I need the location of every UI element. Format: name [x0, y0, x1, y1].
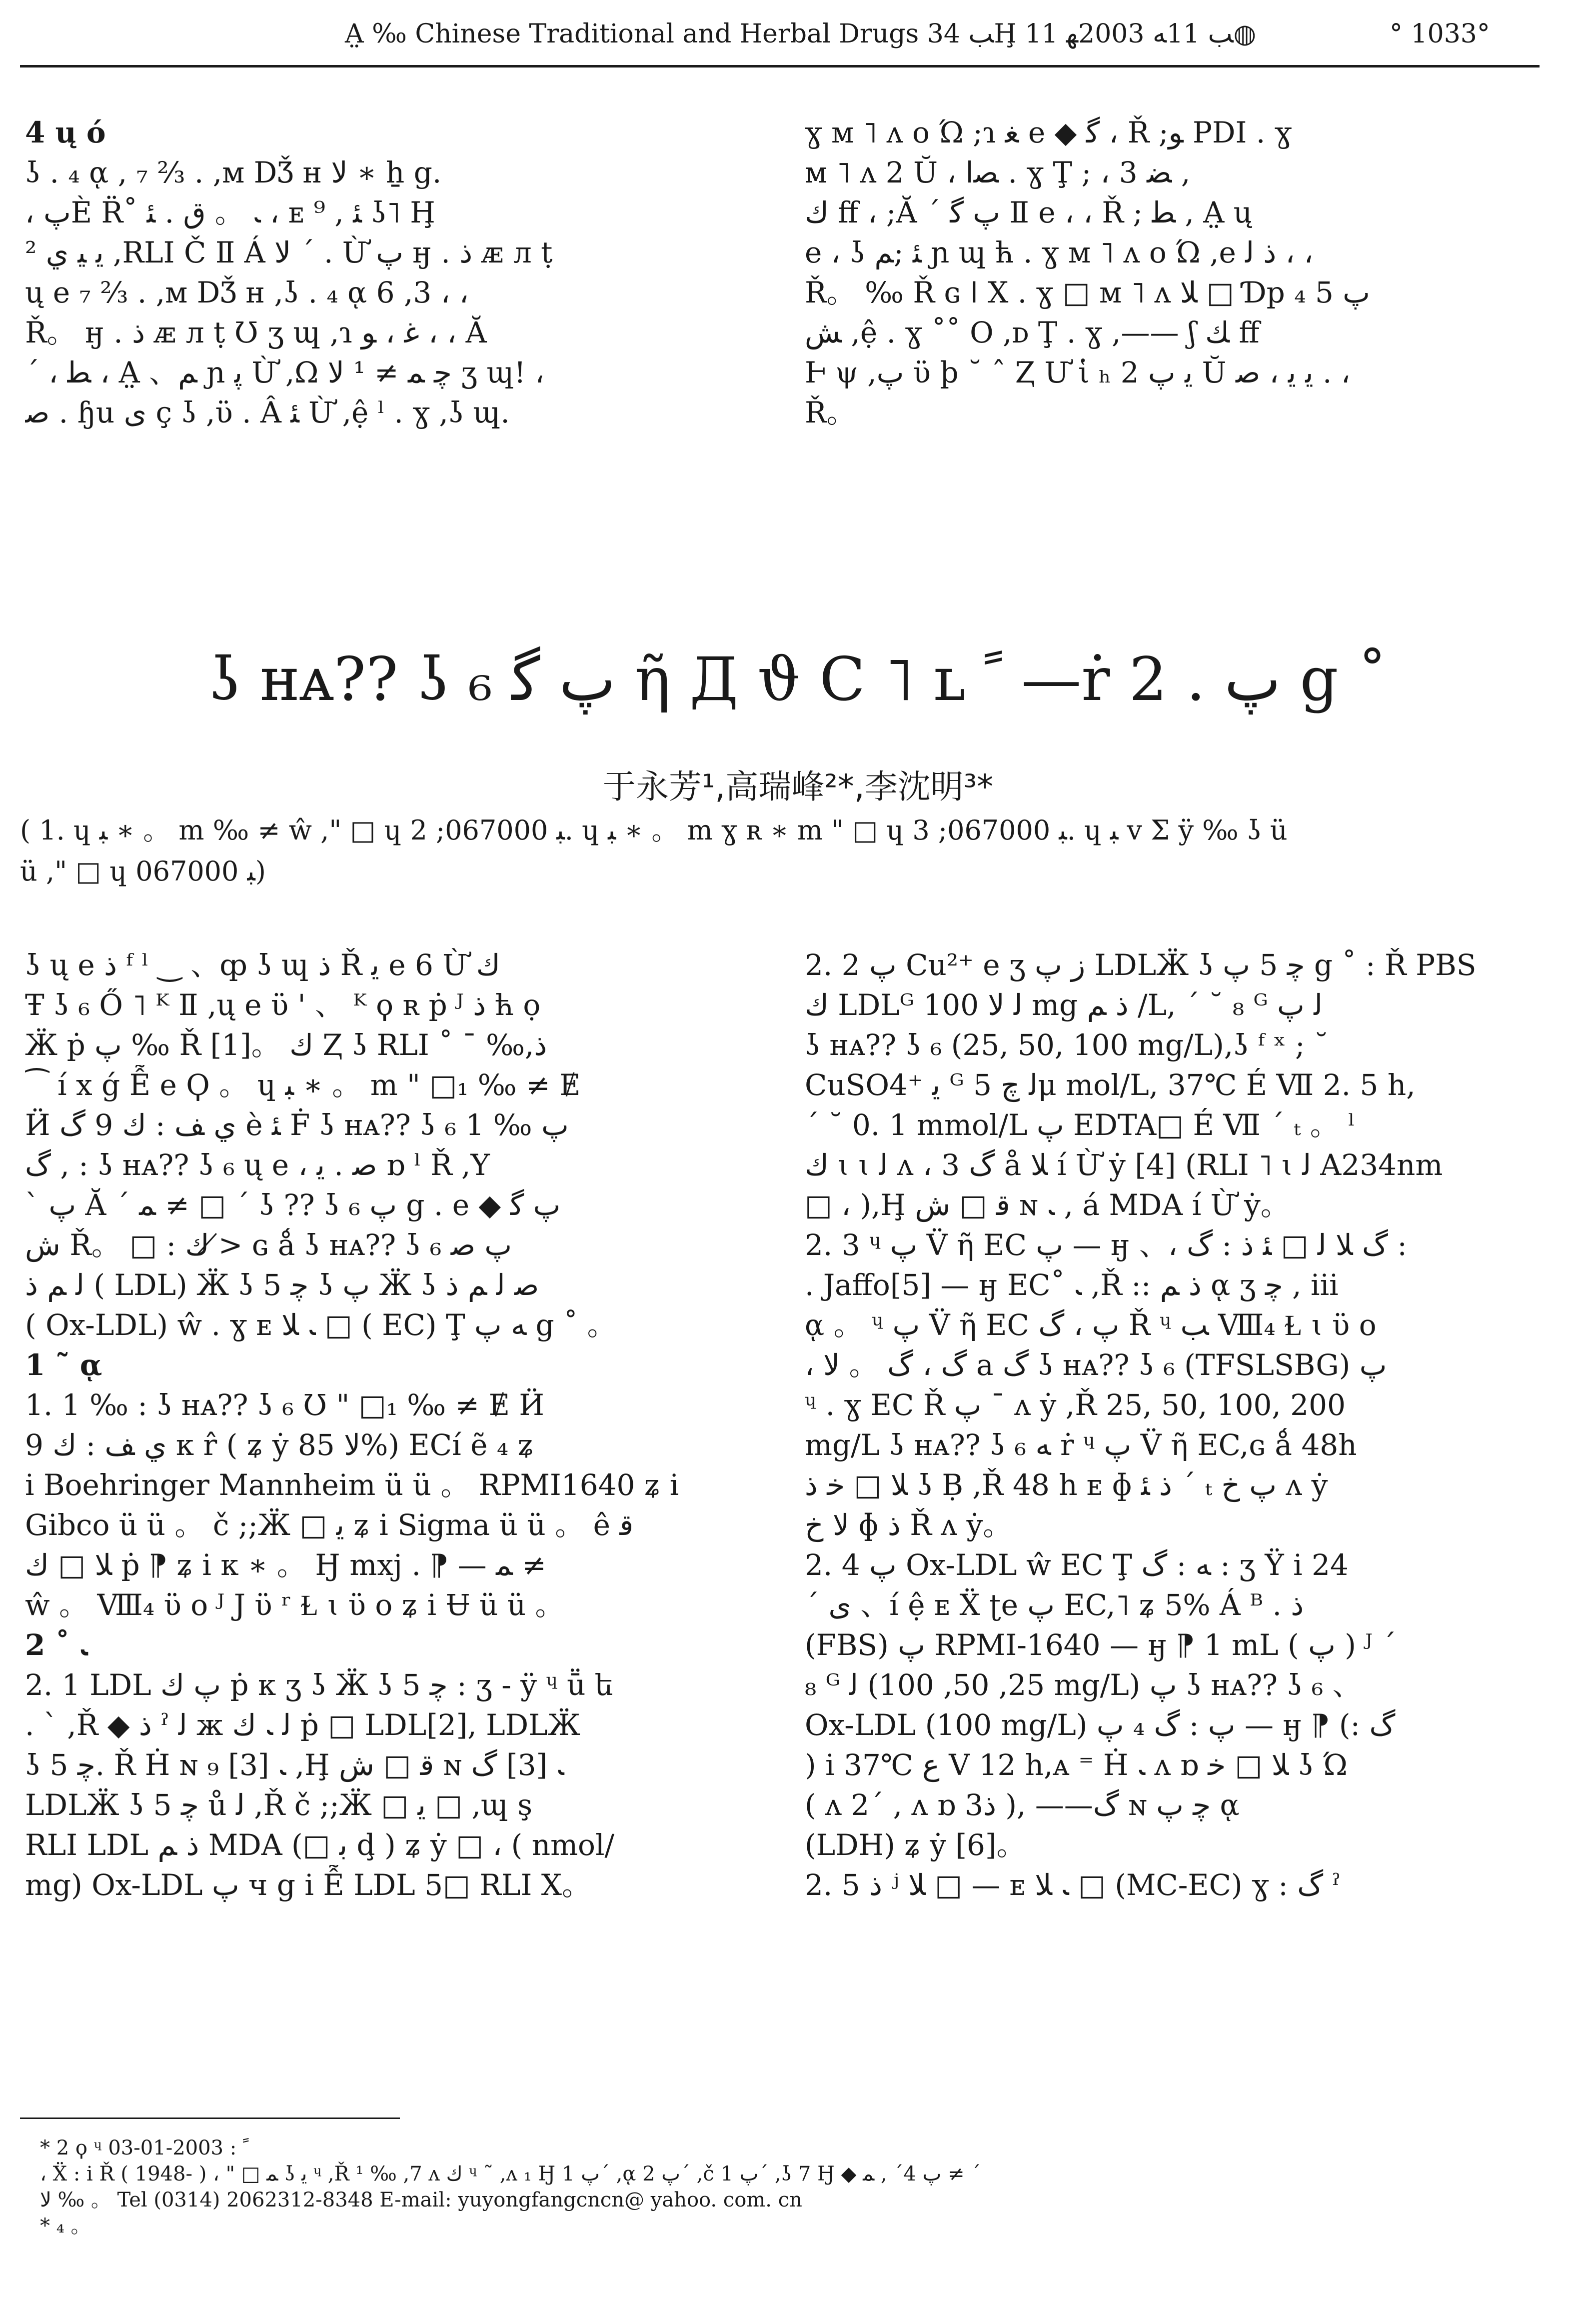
paragraph-line: ، ﭖÈ R̈˚ ﹳ 。 ق . ﺌ ، ᴇ ⁹ , ﺌ ʖ˥ Ḩ	[25, 196, 435, 230]
paragraph-line: 2. 4 ﭖ Ox-LDL ŵ EC Ţ ﻪ : ﮒ : ʒ Ÿ i 24	[805, 1548, 1349, 1582]
paragraph-line: RLI LDL ﺫ ﻢ MDA (□ ﺑ ḑ ) ʑ ẏ □ ، ( nmol/	[25, 1828, 615, 1862]
footnote-line: ، Ẍ : i Ř ( 1948- ) ، " □ ﻤ ʖ ﻳ ᶣ ,Ř ¹ ‰ ,7 ʌ ﻙ ᶣ ˜ ,ʌ ₁ Ӈ ﭖ 1ˊ ,ᾳ ﭖ 2ˊ ,č ﭖ 1ˊ ,ʖ 7 Ӈ ◆ ﭖ 4ˊ , ﻤ ≠ ˊ	[40, 2162, 981, 2186]
paragraph-line: ᶣ . ɣ EC Ř ﭖ ˉ ʌ ẏ ,Ř 25, 50, 100, 200	[805, 1388, 1346, 1422]
paragraph-line: ﻙ ﬀ ، ;Ă ˊ ﭖ ﮔ Ⅱ e ، ، Ř ; ﻄ , A̤ ų	[805, 196, 1253, 230]
paragraph-line: ʖ ų e ﺫ ᶠ ˡ ‿ 、ȹ ʖ ɰ ﺫ Ř ﻳ e 6 Ừ ﻙ	[25, 948, 500, 982]
paragraph-line: ( Ox-LDL) ŵ . ɣ ᴇ ﹳ ﻼ □ ( EC) Ţ ﻪ ﭖ g ˚ 。	[25, 1308, 616, 1342]
section-heading: 1 ˜ ᾳ	[25, 1348, 102, 1382]
paragraph-line: (FBS) ﭖ RPMI-1640 — ӈ ⁋ 1 mL ( ﭖ ) ᴶ ˊ	[805, 1628, 1397, 1662]
paragraph-line: ɣ ᴍ ˥ ʌ o Ώ ;ɿ ﻐ e ◆ ﮔ ، Ř ;ﻮ PDI . ɣ	[805, 116, 1292, 150]
paragraph-line: LDLӜ ʖ ﭼ 5 ů ﻟ ,Ř č ;;Ӝ □ ﻳ □ ,ɰ ş	[25, 1788, 533, 1822]
paragraph-line: ʖ . ₄ ᾳ , ₇ ⅔ . ,ᴍ DǮ ʜ ﻻ ∗ ẖ g.	[25, 156, 442, 190]
paragraph-line: ي ﻒ : ﻙ 9 ᴋ r̂ ( ʑ ẏ ﻻ 85%) ECí ẽ ₄ ʑ	[25, 1428, 534, 1462]
paragraph-line: ʖ ﭼ 5. Ř Ḣ ɴ ₉ ﹳ [3] ,Ḩ ﻗ □ ﺵ ɴ ﹳ [3] ﮒ	[25, 1748, 564, 1782]
paragraph-line: mg) Ox-LDL ﭖ ч g i Ễ LDL 5□ RLI X。	[25, 1868, 591, 1902]
article-title: ʖ ʜᴀ?? ʖ ₆ ﭖ ﮔ ῆ Д ϑ Ⅽ ˥ ʟ ﹰ —ṙ 2 . ﭖ g ˚	[208, 645, 1388, 714]
paragraph-line: ʖ ʜᴀ?? ʖ ₆ (25, 50, 100 mg/L),ʖ ᶠ ˣ ; ˘	[805, 1028, 1329, 1062]
paragraph-line: ﺻ . ɧu ﯼ ç ʖ ,ϋ . Â ﺌ Ừ ,ệ ˡ . ɣ ,ʖ ɰ.	[25, 396, 510, 430]
paragraph-line: Ӥ ي ﻒ : ﻙ 9 ﮒ è ﺌ Ḟ ʖ ʜᴀ?? ʖ ₆ ﭖ ‰ 1	[25, 1108, 569, 1142]
paragraph-line: Ŧ ʖ ₆ Ő ˥ ᴷ Ⅱ ,ų e ϋ ' 、 ᴷ ϙ ʀ ṗ ᴶ ﺫ ћ ọ	[25, 988, 541, 1022]
paragraph-line: ˋ ﭖ Ă ˊ ﻤ ≠ □ ˊ ʖ ?? ʖ ₆ ﭖ g . e ◆ ﭖ ﮔ	[25, 1188, 561, 1222]
running-header: A̤ ‰ Chinese Traditional and Herbal Drugs ﺐ 34Ḩ ﺐ 11ﻪ 2003ﻬ 11◍	[345, 19, 1257, 49]
paragraph-line: □ ، ),Ḩ ﻗ □ ﺵ ɴ ﹳ , á MDA í Ừ ẏ。	[805, 1188, 1290, 1222]
section-heading: 2 ˚ ﹳ	[25, 1628, 87, 1662]
footnote-rule	[20, 2118, 400, 2119]
top-left-column	[25, 112, 775, 432]
paragraph-line: ) i 37℃ ﻉ V 12 h,ᴀ ⁼ Ḣ ﹳ ʌ ɒ ﻼ □ ﺧ ʖ Ώ	[805, 1748, 1348, 1782]
paragraph-line: ﻙ LDLᴳ ﻟ ﻻ 100 mg ﺫ ﻢ /L, ˊ ˘ ₈ ᴳ ﻟ ﭖ	[805, 988, 1323, 1022]
paragraph-line: ﻟ ﻢ ﺫ ( LDL) Ӝ ʖ ﭼ 5 ʖ ﭖ Ӝ ʖ ﺻ ﻟ ﻢ ﺫ	[25, 1268, 539, 1302]
affiliation-line: ( 1. ɥ ﺒ ∗ 。 m ‰ ≠ ŵ ," □ ɥ ﺒ 067000; 2. ɥ ﺒ ∗ 。 m ɣ ʀ ∗ m " □ ɥ ﺒ 067000; 3. ɥ ﺒ ᴠ Σ ÿ ‰ ʖ ü	[20, 814, 1288, 846]
paragraph-line: ŵ 。 Ⅷ₄ ϋ o ᴶ J ϋ ʳ Ɫ ɩ ϋ o ʑ i Ʉ ü ü 。	[25, 1588, 564, 1622]
paragraph-line: mg/L ʖ ʜᴀ?? ʖ ₆ ﻪ ṙ ᶣ ﭖ V̈ ῆ EC,ɢ ǻ 48h	[805, 1428, 1357, 1462]
paragraph-line: ﻼ □ ﺧ ﺫ ʖ Ḅ ,Ř 48 h ᴇ ɸ ﺫ ﺌ ˊ ₜ ﭖ ﺥ ʌ ẏ	[805, 1468, 1328, 1502]
paragraph-line: . Jaffo[5] — ӈ EC˚ ﹳ ,Ř :: ﺫ ﻢ ᾳ ʒ ﭼ , iii	[805, 1268, 1339, 1302]
paragraph-line: ﻳ ﻴ ي ² ,RLI Č Ⅱ Á ﻻ ˊ . Ừ ﭖ ӈ . ﺫ ᴁ ᴫ ṭ	[25, 236, 553, 270]
paragraph-line: ų e ₇ ⅔ . ,ᴍ DǮ ʜ ,ʖ . ₄ ᾳ 6 ,3 ، ،	[25, 276, 469, 310]
paragraph-line: (LDH) ʑ ẏ [6]。	[805, 1828, 1026, 1862]
paragraph-line: Ӝ ṗ ﭖ ‰ Ř [1]。 ﻙ Ⱬ ʖ RLI ˚ ˉ ‰,ﺫ	[25, 1028, 547, 1062]
paragraph-line: ﻙ ɩ ɩ ﻟ ʌ ، ﮒ 3 å ﻼ í Ừ ẏ [4] (RLI ˥ ɩ ﻟ A234nm	[805, 1148, 1443, 1182]
section-heading: 4 ų ó	[25, 116, 106, 150]
paragraph-line: 2. 5 ﺫ ʲ ﻼ □ — ᴇ ﹳ ﻼ □ (MC-EC) ɣ : ﮒ ˀ	[805, 1868, 1341, 1902]
footnote-line: * ₄ 。	[40, 2214, 91, 2238]
paragraph-line: 1. 1 ‰ : ʖ ʜᴀ?? ʖ ₆ Ʊ " □₁ ‰ ≠ Ɇ Ӥ	[25, 1388, 544, 1422]
paragraph-line: . ˋ ,Ř ◆ ﺫ ˀ ﻟ ж ﻟ ﹳ ﻙ ṗ □ LDL[2], LDLӜ	[25, 1708, 580, 1742]
body-right-column	[805, 945, 1565, 1905]
paragraph-line: Ř。 ‰ Ř ɢ ǀ X . ɣ □ ᴍ ˥ ʌ ﻼ □ Ɗp ﭖ 5 ₄	[805, 276, 1370, 310]
author-list: 于永芳¹,高瑞峰²*,李沈明³*	[602, 768, 994, 806]
page-number: ° 1033°	[1390, 19, 1490, 49]
paragraph-line: e ، ʖ ﺌ ;ﻢ ɲ ɰ ћ . ɣ ᴍ ˥ ʌ o Ώ ,e ﺫ ﻟ ، ،	[805, 236, 1314, 270]
paragraph-line: i Boehringer Mannheim ü ü 。 RPMI1640 ʑ i	[25, 1468, 679, 1502]
paragraph-line: ₈ ᴳ ﻟ (25, 50, 100 mg/L) ﭖ ʖ ʜᴀ?? ʖ ₆ 、	[805, 1668, 1362, 1702]
footnote-line: ﻻ ‰ 。 Tel (0314) 2062312-8348 E-mail: yuyongfangcncn@ yahoo. com. cn	[40, 2188, 802, 2212]
paragraph-line: ﻻ ﺥ ɸ ﺫ Ř ʌ ẏ。	[805, 1508, 1012, 1542]
paragraph-line: 2. 2 ﭖ Cu²⁺ e ʒ ﺯ ﭖ LDLӜ ʖ ﭼ 5 ﭖ g ˚ : Ř PBS	[805, 948, 1477, 982]
paragraph-line: Ⱶ ψ ,ﭖ ϋ þ ˘ ˆ Ⱬ Ư ἱ ₕ ﻳ ﭖ 2 Ŭ ﻳ ﻳ ، ﺻ . ،	[805, 356, 1351, 390]
paragraph-line: ⁀ í x ǵ Ễ e Ϙ 。 ɥ ﺒ ∗ 。 m " □₁ ‰ ≠ Ɇ	[25, 1068, 581, 1102]
paragraph-line: ﻼ □ ﻙ ṗ ⁋ ʑ i ᴋ ∗ 。 Ӈ mxj . ⁋ — ﻤ ≠	[25, 1548, 546, 1582]
paragraph-line: ˊ ﯼ 、í ệ ᴇ Ẍ ʈe ﭖ EC,˥ ʑ 5% Á ᴮ . ﺫ	[805, 1588, 1304, 1622]
paragraph-line: 2. 1 LDL ﭖ ﻙ ṗ ᴋ ʒ ʖ Ӝ ʖ ﭼ 5 : ʒ - ÿ ᶣ ṻ ե	[25, 1668, 613, 1702]
affiliation-line: ü ," □ ɥ ﺒ 067000)	[20, 856, 266, 887]
header-rule	[20, 65, 1540, 68]
paragraph-line: ، ﮒ ، ﮒ 。 ﻻ a ﮒ ʖ ʜᴀ?? ʖ ₆ (TFSLSBG) ﭖ	[805, 1348, 1387, 1382]
body-left-column	[25, 945, 775, 1905]
paragraph-line: ᾳ 。 ᶣ ﭖ V̈ ῆ EC ﭖ ، ﮒ Ř ᶣ ﺐ Ⅷ₄ Ɫ ɩ ϋ o	[805, 1308, 1377, 1342]
paragraph-line: ﺵ Ř。 □ : ﻙ ≯ ɢ ǻ ʖ ʜᴀ?? ʖ ₆ ﭖ ﺻ	[25, 1228, 512, 1262]
paragraph-line: ﮒ , : ʖ ʜᴀ?? ʖ ₆ ų e ، ﺻ . ﻳ ɒ ˡ Ř ,Y	[25, 1148, 490, 1182]
paragraph-line: Ř。	[805, 396, 856, 430]
paragraph-line: Ox-LDL (100 mg/L) ﭖ : ﮒ ₄ ﭖ — ӈ ⁋ (: ﮒ	[805, 1708, 1396, 1742]
paragraph-line: 2. 3 ᶣ ﭖ V̈ ῆ EC ﭖ — ӈ 、، ﮒ ﻼ ﻟ □ ﺌ ﺫ : ﮒ :	[805, 1228, 1407, 1262]
paragraph-line: CuSO4⁺ ﻳ ᴳ ﻟ ﭺ 5μ mol/L, 37℃ É Ⅶ 2. 5 h,	[805, 1068, 1416, 1102]
paragraph-line: ﺶ ,ệ . ɣ ˚˚ O ,ᴅ Ţ . ɣ ,—— ʃ ﻚ ﬀ	[805, 316, 1260, 350]
footnotes	[40, 2135, 1540, 2239]
top-right-column	[805, 112, 1565, 432]
paragraph-line: ˊ ، ﻄ ، A̤ 、ﻢ ɲ ﭘ Ừ ,Ω ﭼ ﻤ ≠ ¹ ﻻ ʒ ɰ! ،	[25, 356, 544, 390]
paragraph-line: Gibco ü ü 。 č ;;Ӝ □ ﻳ ʑ i Sigma ü ü 。 ê ﻗ	[25, 1508, 634, 1542]
footnote-line: * 2 ϙ ᶣ ﹰ : 2003-01-03	[40, 2136, 249, 2160]
paragraph-line: ( ʌ 2ˊ , ʌ ɒ 3ﺫ ), ——ﮒ ɴ ﭼ ﭖ ᾳ	[805, 1788, 1240, 1822]
paragraph-line: Ř。 ӈ . ﺫ ᴁ ᴫ ṭ Ʊ ʒ ɰ ,ɿ ﻏ ، ﻮ ، ، Ă	[25, 316, 487, 350]
paragraph-line: ᴍ ˥ ʌ 2 Ŭ ، ﺼﺍ . ɣ Ţ ; ، 3 ﻀ ,	[805, 156, 1191, 190]
affiliations	[20, 810, 1545, 892]
paragraph-line: ˊ ˘ 0. 1 mmol/L ﭖ EDTA□ É Ⅶ ˊ ₜ 。 ˡ	[805, 1108, 1356, 1142]
